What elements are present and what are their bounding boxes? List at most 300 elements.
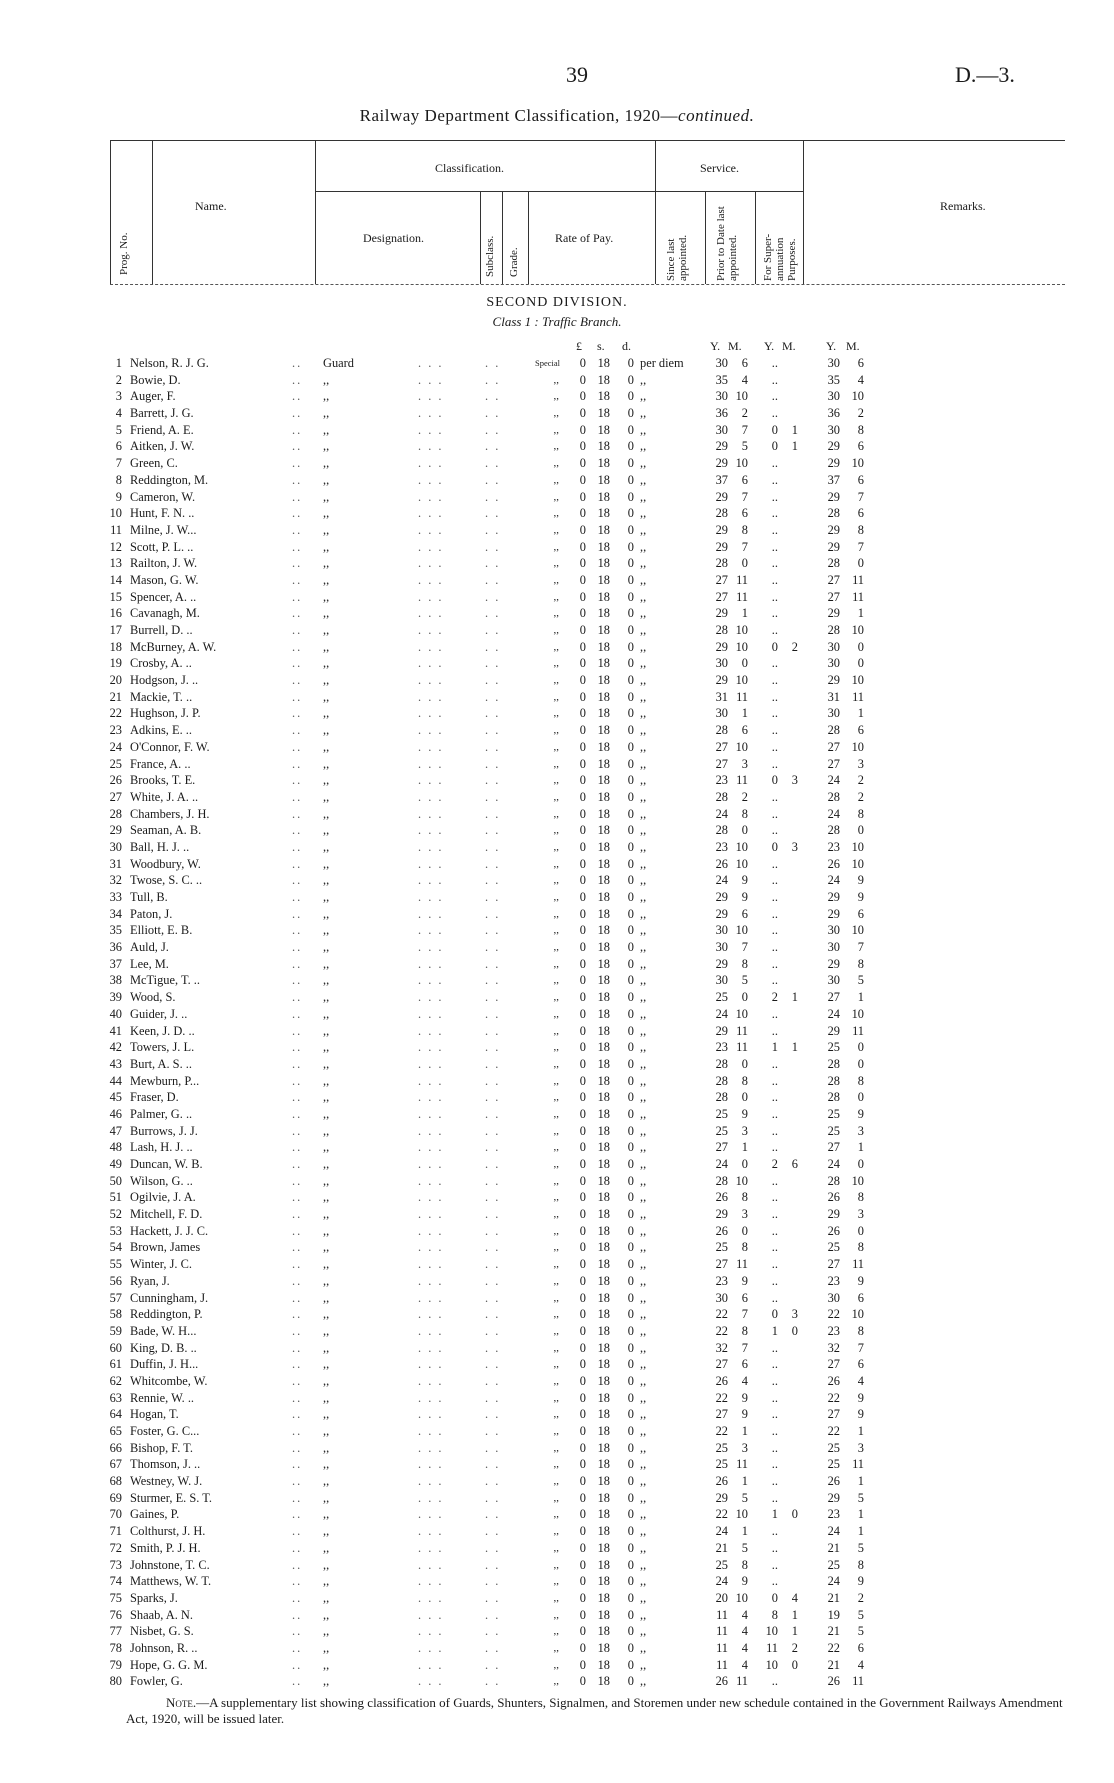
designation-cell: ,, xyxy=(323,439,330,454)
service-since-years-cell: 22 xyxy=(715,1307,728,1322)
superannuation-months-cell: 10 xyxy=(851,1173,864,1188)
superannuation-years-cell: 27 xyxy=(827,739,840,754)
service-since-months-cell: 8 xyxy=(741,1190,748,1205)
pay-pence-cell: 0 xyxy=(627,1574,634,1589)
designation-cell: ,, xyxy=(323,1157,330,1171)
name-cell: Spencer, A. .. xyxy=(130,589,197,604)
pay-shillings-cell: 18 xyxy=(597,1490,610,1505)
dot-leader: . . . xyxy=(418,472,444,487)
table-row xyxy=(0,522,1114,539)
header-designation: Designation. xyxy=(363,231,424,245)
pay-prefix-cell: ,, xyxy=(553,1341,559,1354)
service-since-months-cell: 10 xyxy=(735,1590,748,1605)
pay-shillings-cell: 18 xyxy=(597,673,610,688)
dot-leader: . . . xyxy=(418,1173,444,1188)
table-row xyxy=(0,1657,1114,1674)
designation-cell: ,, xyxy=(323,606,330,621)
designation-cell: ,, xyxy=(323,890,330,904)
service-since-months-cell: 5 xyxy=(741,1490,748,1505)
service-since-years-cell: 29 xyxy=(715,956,728,971)
pay-shillings-cell: 18 xyxy=(597,572,610,587)
pay-pounds-cell: 0 xyxy=(579,1674,586,1689)
dot-leader: . . . xyxy=(418,1474,444,1489)
pay-pounds-cell: 0 xyxy=(579,1607,586,1622)
pay-pence-cell: 0 xyxy=(627,589,634,604)
superannuation-months-cell: 9 xyxy=(857,1390,864,1405)
name-cell: Shaab, A. N. xyxy=(130,1607,193,1622)
pay-pounds-cell: 0 xyxy=(579,956,586,971)
table-row xyxy=(0,1540,1114,1557)
pay-prefix-cell: ,, xyxy=(553,1458,559,1471)
pay-shillings-cell: 18 xyxy=(597,1590,610,1605)
designation-cell: ,, xyxy=(323,1223,330,1238)
pay-prefix-cell: ,, xyxy=(553,390,559,403)
dot-leader: . . xyxy=(485,1657,501,1672)
pay-prefix-cell: ,, xyxy=(553,1491,559,1504)
note-text: —A supplementary list showing classification of Guards, Shunters, Signalmen, and Storemen under new schedule contained in the Government Railways Amendment Act, 1920, will be issued later. xyxy=(126,1695,1063,1726)
superannuation-years-cell: 24 xyxy=(827,773,840,788)
dot-leader: . . . xyxy=(418,906,444,921)
pay-pence-cell: 0 xyxy=(627,756,634,771)
dot-leader: . . . xyxy=(418,1440,444,1455)
superannuation-months-cell: 10 xyxy=(851,739,864,754)
service-prior-months-cell: 1 xyxy=(791,1040,798,1055)
table-row xyxy=(0,1673,1114,1690)
service-since-months-cell: 8 xyxy=(741,1073,748,1088)
prog-no-cell: 20 xyxy=(109,673,122,688)
designation-cell: ,, xyxy=(323,1323,330,1338)
name-cell: Barrett, J. G. xyxy=(130,406,194,421)
designation-cell: ,, xyxy=(323,1023,330,1038)
pay-pence-cell: 0 xyxy=(627,723,634,738)
dot-leader: . . . xyxy=(418,606,444,621)
name-cell: Mackie, T. .. xyxy=(130,689,193,704)
designation-cell: ,, xyxy=(323,372,330,387)
name-cell: Sturmer, E. S. T. xyxy=(130,1490,212,1505)
designation-cell: ,, xyxy=(323,406,330,421)
superannuation-months-cell: 8 xyxy=(857,422,864,437)
table-row xyxy=(0,1223,1114,1240)
designation-cell: ,, xyxy=(323,723,330,738)
superannuation-months-cell: 4 xyxy=(857,1373,864,1388)
unit-labels xyxy=(0,339,1114,353)
name-cell: Mewburn, P... xyxy=(130,1073,200,1088)
dot-leader: . . . xyxy=(418,1574,444,1589)
service-since-years-cell: 29 xyxy=(715,1207,728,1222)
pay-period-cell: ,, xyxy=(640,806,647,821)
service-since-years-cell: 29 xyxy=(715,673,728,688)
service-since-years-cell: 23 xyxy=(715,1273,728,1288)
pay-shillings-cell: 18 xyxy=(597,1457,610,1472)
service-prior-years-cell: 1 xyxy=(771,1040,778,1055)
superannuation-years-cell: 28 xyxy=(827,723,840,738)
service-prior-years-cell: .. xyxy=(771,806,778,821)
pay-pounds-cell: 0 xyxy=(579,1424,586,1438)
dot-leader: .. xyxy=(292,1207,303,1222)
pay-prefix-cell: ,, xyxy=(553,540,559,553)
pay-shillings-cell: 18 xyxy=(597,823,610,838)
superannuation-years-cell: 35 xyxy=(827,372,840,387)
pay-prefix-cell: ,, xyxy=(553,924,559,937)
name-cell: Duffin, J. H... xyxy=(130,1357,199,1372)
service-since-months-cell: 6 xyxy=(741,1290,748,1305)
dot-leader: . . xyxy=(485,773,501,788)
pay-shillings-cell: 18 xyxy=(597,806,610,821)
designation-cell: ,, xyxy=(323,1490,330,1505)
service-prior-years-cell: .. xyxy=(771,1207,778,1222)
pay-shillings-cell: 18 xyxy=(597,1106,610,1121)
pay-period-cell: ,, xyxy=(640,1590,647,1605)
dot-leader: . . xyxy=(485,1290,501,1305)
table-row xyxy=(0,1356,1114,1373)
superannuation-years-cell: 32 xyxy=(827,1340,840,1355)
table-row xyxy=(0,756,1114,773)
pay-period-cell: ,, xyxy=(640,739,647,754)
name-cell: Seaman, A. B. xyxy=(130,823,202,838)
designation-cell: Guard xyxy=(323,356,354,370)
dot-leader: . . xyxy=(485,456,501,471)
prog-no-cell: 58 xyxy=(109,1307,122,1322)
pay-period-cell: ,, xyxy=(640,890,647,904)
table-row xyxy=(0,839,1114,856)
pay-prefix-cell: ,, xyxy=(553,891,559,903)
service-since-months-cell: 9 xyxy=(741,1574,748,1589)
unit-months-super: M. xyxy=(846,339,860,353)
page-number: 39 xyxy=(566,62,588,87)
service-prior-years-cell: 1 xyxy=(771,1323,778,1338)
dot-leader: .. xyxy=(292,706,303,721)
superannuation-months-cell: 0 xyxy=(857,1056,864,1071)
service-since-months-cell: 9 xyxy=(741,1407,748,1422)
service-prior-years-cell: 2 xyxy=(771,1157,778,1171)
superannuation-months-cell: 1 xyxy=(857,990,864,1005)
name-cell: Foster, G. C... xyxy=(130,1424,200,1438)
dot-leader: . . xyxy=(485,1140,501,1155)
service-since-years-cell: 21 xyxy=(715,1540,728,1555)
pay-prefix-cell: ,, xyxy=(553,707,559,720)
pay-prefix-cell: ,, xyxy=(553,657,559,670)
table-row xyxy=(0,1123,1114,1140)
unit-years-since: Y. xyxy=(710,339,721,353)
service-prior-years-cell: .. xyxy=(771,1240,778,1255)
dot-leader: .. xyxy=(292,1424,303,1438)
dot-leader: .. xyxy=(292,506,303,521)
pay-period-cell: ,, xyxy=(640,606,647,621)
service-since-years-cell: 28 xyxy=(715,789,728,804)
designation-cell: ,, xyxy=(323,1373,330,1388)
service-since-months-cell: 11 xyxy=(736,1040,748,1055)
service-prior-years-cell: .. xyxy=(771,1524,778,1539)
pay-shillings-cell: 18 xyxy=(597,589,610,604)
pay-pounds-cell: 0 xyxy=(579,1323,586,1338)
service-since-years-cell: 24 xyxy=(715,873,728,888)
dot-leader: .. xyxy=(292,1023,303,1038)
dot-leader: . . xyxy=(485,422,501,437)
pay-pounds-cell: 0 xyxy=(579,1006,586,1021)
table-row xyxy=(0,422,1114,439)
service-prior-years-cell: .. xyxy=(771,456,778,471)
designation-cell: ,, xyxy=(323,1207,330,1222)
dot-leader: . . . xyxy=(418,1674,444,1689)
pay-shillings-cell: 18 xyxy=(597,406,610,421)
dot-leader: . . . xyxy=(418,539,444,554)
service-since-months-cell: 10 xyxy=(735,389,748,404)
superannuation-months-cell: 11 xyxy=(852,1257,864,1272)
designation-cell: ,, xyxy=(323,706,330,721)
pay-period-cell: ,, xyxy=(640,839,647,854)
pay-pence-cell: 0 xyxy=(627,1006,634,1021)
designation-cell: ,, xyxy=(323,1190,330,1205)
service-prior-years-cell: .. xyxy=(771,522,778,537)
pay-prefix-cell: ,, xyxy=(553,607,559,620)
pay-prefix-cell: ,, xyxy=(553,1374,559,1387)
pay-prefix-cell: ,, xyxy=(553,640,559,653)
superannuation-years-cell: 26 xyxy=(827,1373,840,1388)
pay-shillings-cell: 18 xyxy=(597,522,610,537)
superannuation-years-cell: 29 xyxy=(827,1490,840,1505)
prog-no-cell: 77 xyxy=(109,1624,122,1639)
pay-pounds-cell: 0 xyxy=(579,806,586,821)
service-since-years-cell: 11 xyxy=(716,1624,728,1639)
service-prior-years-cell: .. xyxy=(771,873,778,888)
table-row xyxy=(0,789,1114,806)
service-prior-months-cell: 4 xyxy=(791,1590,798,1605)
pay-pence-cell: 0 xyxy=(627,689,634,704)
prog-no-cell: 14 xyxy=(109,572,122,587)
name-cell: Paton, J. xyxy=(130,906,173,921)
prog-no-cell: 30 xyxy=(109,839,122,854)
service-since-months-cell: 6 xyxy=(741,356,748,370)
service-prior-months-cell: 2 xyxy=(791,1640,798,1655)
service-since-months-cell: 8 xyxy=(741,1323,748,1338)
service-prior-years-cell: .. xyxy=(771,1457,778,1472)
prog-no-cell: 21 xyxy=(109,689,122,704)
dot-leader: . . xyxy=(485,522,501,537)
pay-period-cell: ,, xyxy=(640,1090,647,1105)
pay-pence-cell: 0 xyxy=(627,556,634,571)
pay-prefix-cell: ,, xyxy=(553,557,559,570)
name-cell: Ball, H. J. .. xyxy=(130,839,190,854)
designation-cell: ,, xyxy=(323,589,330,604)
service-prior-years-cell: 2 xyxy=(771,990,778,1005)
service-since-years-cell: 24 xyxy=(715,1157,728,1171)
service-prior-years-cell: .. xyxy=(771,723,778,738)
pay-pounds-cell: 0 xyxy=(579,1490,586,1505)
service-since-months-cell: 3 xyxy=(741,1123,748,1138)
pay-pounds-cell: 0 xyxy=(579,1407,586,1422)
dot-leader: . . xyxy=(485,1056,501,1071)
designation-cell: ,, xyxy=(323,990,330,1005)
service-since-months-cell: 4 xyxy=(741,1607,748,1622)
pay-prefix-cell: ,, xyxy=(553,1158,559,1170)
pay-shillings-cell: 18 xyxy=(597,1307,610,1322)
dot-leader: . . xyxy=(485,356,501,370)
prog-no-cell: 32 xyxy=(109,873,122,888)
service-prior-years-cell: .. xyxy=(771,940,778,955)
pay-pence-cell: 0 xyxy=(627,1657,634,1672)
pay-prefix-cell: ,, xyxy=(553,1091,559,1104)
dot-leader: . . . xyxy=(418,1273,444,1288)
service-since-years-cell: 20 xyxy=(715,1590,728,1605)
superannuation-months-cell: 1 xyxy=(857,1507,864,1522)
service-prior-months-cell: 1 xyxy=(791,422,798,437)
pay-pence-cell: 0 xyxy=(627,389,634,404)
superannuation-years-cell: 29 xyxy=(827,1207,840,1222)
name-cell: Scott, P. L. .. xyxy=(130,539,194,554)
pay-pounds-cell: 0 xyxy=(579,706,586,721)
designation-cell: ,, xyxy=(323,1273,330,1288)
title-main: Railway Department Classification, 1920— xyxy=(359,106,679,125)
pay-period-cell: ,, xyxy=(640,1607,647,1622)
service-since-years-cell: 29 xyxy=(715,439,728,454)
dot-leader: . . . xyxy=(418,406,444,421)
superannuation-months-cell: 1 xyxy=(857,1424,864,1438)
dot-leader: . . . xyxy=(418,522,444,537)
superannuation-months-cell: 11 xyxy=(852,1023,864,1038)
pay-pounds-cell: 0 xyxy=(579,623,586,637)
service-prior-years-cell: .. xyxy=(771,1090,778,1105)
dot-leader: . . . xyxy=(418,1290,444,1305)
prog-no-cell: 4 xyxy=(115,406,122,421)
service-prior-years-cell: .. xyxy=(771,1273,778,1288)
pay-prefix-cell: ,, xyxy=(553,1608,559,1621)
pay-shillings-cell: 18 xyxy=(597,506,610,521)
pay-pounds-cell: 0 xyxy=(579,823,586,838)
pay-period-cell: ,, xyxy=(640,1507,647,1522)
service-since-months-cell: 1 xyxy=(741,1474,748,1489)
pay-prefix-cell: ,, xyxy=(553,1675,559,1688)
name-cell: Johnson, R. .. xyxy=(130,1640,198,1655)
table-row xyxy=(0,1073,1114,1090)
table-row xyxy=(0,1106,1114,1123)
pay-period-cell: ,, xyxy=(640,1557,647,1572)
service-since-years-cell: 11 xyxy=(716,1657,728,1672)
pay-pence-cell: 0 xyxy=(627,1607,634,1622)
table-row xyxy=(0,956,1114,973)
dot-leader: . . . xyxy=(418,623,444,637)
superannuation-months-cell: 6 xyxy=(857,1357,864,1372)
service-prior-years-cell: .. xyxy=(771,1557,778,1572)
dot-leader: . . . xyxy=(418,956,444,971)
service-since-months-cell: 8 xyxy=(741,956,748,971)
name-cell: Hogan, T. xyxy=(130,1407,179,1422)
unit-shilling: s. xyxy=(597,339,605,353)
service-since-months-cell: 6 xyxy=(741,472,748,487)
service-since-years-cell: 24 xyxy=(715,1574,728,1589)
superannuation-months-cell: 6 xyxy=(857,472,864,487)
name-cell: Matthews, W. T. xyxy=(130,1574,212,1589)
dot-leader: . . xyxy=(485,639,501,654)
pay-pence-cell: 0 xyxy=(627,1173,634,1188)
service-prior-years-cell: .. xyxy=(771,1540,778,1555)
dot-leader: . . xyxy=(485,1624,501,1639)
service-since-months-cell: 11 xyxy=(736,773,748,788)
superannuation-years-cell: 27 xyxy=(827,756,840,771)
dot-leader: . . xyxy=(485,489,501,504)
service-since-months-cell: 0 xyxy=(741,1157,748,1171)
prog-no-cell: 2 xyxy=(115,372,122,387)
pay-shillings-cell: 18 xyxy=(597,1090,610,1105)
superannuation-months-cell: 0 xyxy=(857,639,864,654)
designation-cell: ,, xyxy=(323,456,330,471)
pay-pence-cell: 0 xyxy=(627,1190,634,1205)
pay-shillings-cell: 18 xyxy=(597,1540,610,1555)
pay-period-cell: ,, xyxy=(640,1674,647,1689)
title-continued: continued. xyxy=(678,106,755,125)
dot-leader: . . . xyxy=(418,1040,444,1055)
superannuation-months-cell: 10 xyxy=(851,923,864,938)
service-since-months-cell: 2 xyxy=(741,789,748,804)
superannuation-years-cell: 25 xyxy=(827,1457,840,1472)
service-since-months-cell: 1 xyxy=(741,706,748,721)
superannuation-months-cell: 7 xyxy=(857,1340,864,1355)
dot-leader: . . . xyxy=(418,673,444,688)
pay-shillings-cell: 18 xyxy=(597,1040,610,1055)
superannuation-months-cell: 9 xyxy=(857,890,864,904)
name-cell: Burrell, D. .. xyxy=(130,623,193,637)
service-prior-years-cell: .. xyxy=(771,623,778,637)
service-since-years-cell: 28 xyxy=(715,1090,728,1105)
pay-shillings-cell: 18 xyxy=(597,1240,610,1255)
pay-prefix-cell: ,, xyxy=(553,957,559,970)
superannuation-years-cell: 26 xyxy=(827,1190,840,1205)
table-row xyxy=(0,1156,1114,1173)
service-since-years-cell: 22 xyxy=(715,1323,728,1338)
superannuation-years-cell: 22 xyxy=(827,1390,840,1405)
dot-leader: . . . xyxy=(418,1540,444,1555)
pay-prefix-cell: ,, xyxy=(553,1575,559,1588)
service-since-years-cell: 26 xyxy=(715,1223,728,1238)
pay-shillings-cell: 18 xyxy=(597,1624,610,1639)
service-since-months-cell: 7 xyxy=(741,539,748,554)
designation-cell: ,, xyxy=(323,1390,330,1405)
dot-leader: .. xyxy=(292,1040,303,1055)
table-row xyxy=(0,1173,1114,1190)
dot-leader: .. xyxy=(292,639,303,654)
pay-shillings-cell: 18 xyxy=(597,990,610,1005)
dot-leader: . . xyxy=(485,623,501,637)
name-cell: Friend, A. E. xyxy=(130,422,194,437)
designation-cell: ,, xyxy=(323,489,330,504)
pay-period-cell: ,, xyxy=(640,773,647,788)
table-row xyxy=(0,906,1114,923)
prog-no-cell: 19 xyxy=(109,656,122,671)
pay-period-cell: ,, xyxy=(640,723,647,738)
dot-leader: .. xyxy=(292,1240,303,1255)
superannuation-months-cell: 6 xyxy=(857,506,864,521)
designation-cell: ,, xyxy=(323,1106,330,1121)
superannuation-months-cell: 2 xyxy=(857,1590,864,1605)
superannuation-months-cell: 3 xyxy=(857,1123,864,1138)
dot-leader: . . . xyxy=(418,456,444,471)
dot-leader: .. xyxy=(292,1674,303,1689)
table-row xyxy=(0,1239,1114,1256)
name-cell: O'Connor, F. W. xyxy=(130,739,210,754)
dot-leader: . . . xyxy=(418,439,444,454)
superannuation-years-cell: 29 xyxy=(827,439,840,454)
document-reference: D.—3. xyxy=(955,62,1015,87)
superannuation-months-cell: 4 xyxy=(857,372,864,387)
superannuation-years-cell: 28 xyxy=(827,789,840,804)
superannuation-years-cell: 21 xyxy=(827,1657,840,1672)
service-since-years-cell: 28 xyxy=(715,823,728,838)
service-since-months-cell: 4 xyxy=(741,372,748,387)
dot-leader: . . . xyxy=(418,1157,444,1171)
prog-no-cell: 54 xyxy=(109,1240,122,1255)
pay-prefix-cell: ,, xyxy=(553,1324,559,1337)
superannuation-months-cell: 6 xyxy=(857,723,864,738)
service-since-months-cell: 6 xyxy=(741,506,748,521)
